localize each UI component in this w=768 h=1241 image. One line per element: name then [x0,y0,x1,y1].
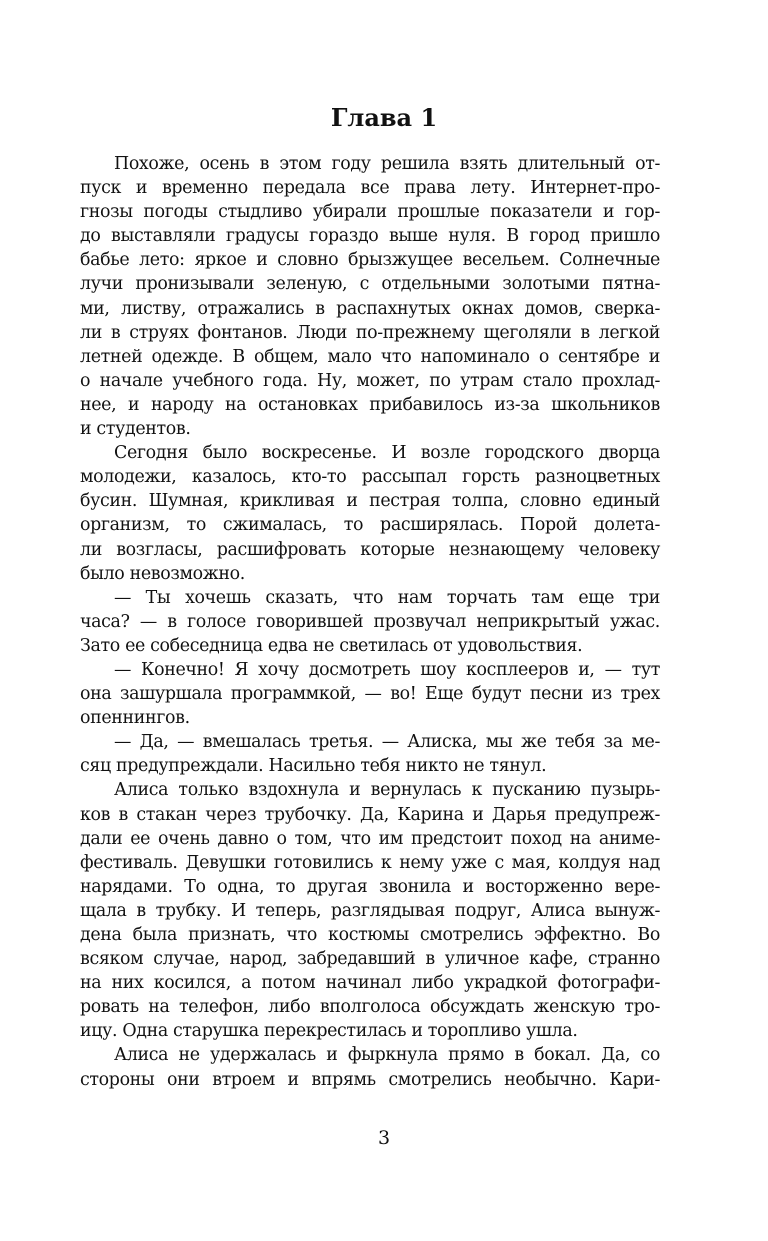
text-line: было невозможно. [80,563,245,584]
paragraph [80,778,660,1043]
text-line: организм, то сжималась, то расширялась. Порой долета- [80,515,660,536]
text-line: лучи пронизывали зеленую, с отдельными золотыми пятна- [80,274,660,295]
text-line: нее, и народу на остановках прибавилось из-за школьников [80,394,660,415]
text-line: до выставляли градусы гораздо выше нуля. В город пришло [80,226,660,247]
chapter-body [80,152,660,1092]
text-line: на них косился, а потом начинал либо украдкой фотографи- [80,973,660,994]
text-line: бусин. Шумная, крикливая и пестрая толпа, словно единый [80,491,660,512]
text-line: Сегодня было воскресенье. И возле городского дворца [114,443,660,464]
paragraph [80,1043,660,1091]
text-line: дена была признать, что костюмы смотрелись эффектно. Во [80,925,660,945]
text-line: летней одежде. В общем, мало что напоминало о сентябре и [80,346,660,367]
paragraph [80,152,660,441]
text-line: Алиса не удержалась и фыркнула прямо в бокал. Да, со [114,1045,660,1066]
text-line: и студентов. [80,419,191,440]
text-line: пуск и временно передала все права лету. Интернет-про- [80,178,660,199]
paragraph [80,730,660,778]
text-line: ли возгласы, расшифровать которые незнающему человеку [80,539,660,560]
text-line: всяком случае, народ, забредавший в уличное кафе, странно [80,949,660,970]
paragraph [80,586,660,658]
page-number: 3 [377,1127,391,1149]
text-line: ровать на телефон, либо вполголоса обсуждать женскую тро- [80,997,660,1018]
text-line: Зато ее собеседница едва не светилась от удовольствия. [80,635,583,656]
text-line: дали ее очень давно о том, что им предстоит поход на аниме- [80,828,660,849]
text-line: ли в струях фонтанов. Люди по-прежнему щеголяли в легкой [80,322,660,343]
text-line: Похоже, осень в этом году решила взять длительный от- [114,154,660,174]
text-line: часа? — в голосе говорившей прозвучал неприкрытый ужас. [80,611,660,632]
text-line: гнозы погоды стыдливо убирали прошлые показатели и гор- [80,202,660,223]
text-line: фестиваль. Девушки готовились к нему уже с мая, колдуя над [80,852,660,873]
text-line: о начале учебного года. Ну, может, по утрам стало прохлад- [80,370,660,391]
paragraph [80,441,660,586]
text-line: ков в стакан через трубочку. Да, Карина и Дарья предупреж- [80,804,660,825]
text-line: опеннингов. [80,708,190,729]
text-line: — Ты хочешь сказать, что нам торчать там еще три [114,587,660,608]
text-line: она зашуршала программкой, — во! Еще будут песни из трех [80,684,660,705]
chapter-title: Глава 1 [330,103,438,132]
text-line: Алиса только вздохнула и вернулась к пусканию пузырь- [114,780,660,801]
text-line: сяц предупреждали. Насильно тебя никто не тянул. [80,756,547,777]
text-line: — Конечно! Я хочу досмотреть шоу косплееров и, — тут [114,659,660,680]
text-line: бабье лето: яркое и словно брызжущее весельем. Солнечные [80,250,660,271]
text-line: ицу. Одна старушка перекрестилась и торопливо ушла. [80,1021,578,1042]
text-line: нарядами. То одна, то другая звонила и восторженно вере- [80,876,660,897]
text-line: щала в трубку. И теперь, разглядывая подруг, Алиса вынуж- [80,900,660,921]
paragraph [80,658,660,730]
text-line: молодежи, казалось, кто-то рассыпал горсть разноцветных [80,467,660,488]
text-line: ми, листву, отражались в распахнутых окнах домов, сверка- [80,298,660,319]
text-line: — Да, — вмешалась третья. — Алиска, мы же тебя за ме- [114,732,660,753]
text-line: стороны они втроем и впрямь смотрелись необычно. Кари- [80,1069,660,1090]
